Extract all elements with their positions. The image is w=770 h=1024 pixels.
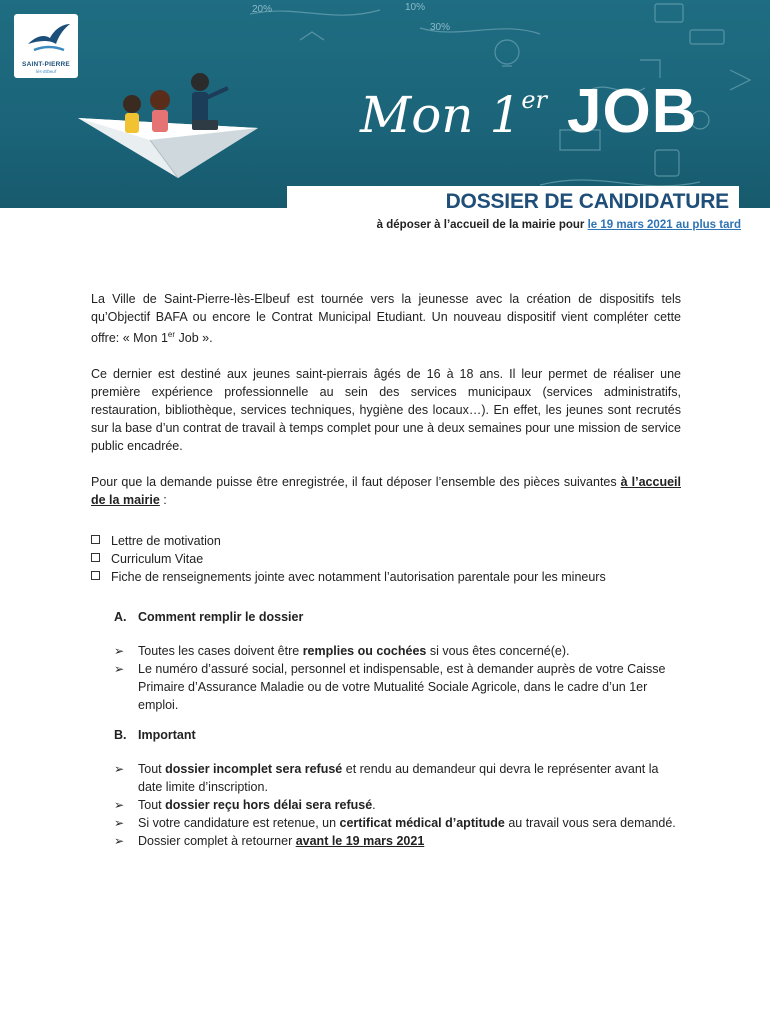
arrow-bullet-icon: ➢ [114, 834, 125, 849]
list-emphasis: dossier reçu hors délai sera refusé [165, 798, 373, 813]
list-item [114, 642, 681, 660]
arrow-bullet-icon: ➢ [114, 662, 125, 677]
intro-p3-emphasis: à l’accueil de la mairie [91, 475, 681, 508]
list-emphasis: certificat médical d’aptitude [339, 816, 505, 831]
intro-paragraph-2: Ce dernier est destiné aux jeunes saint-pierrais âgés de 16 à 18 ans. Il leur permet de réaliser une première expérience professionnelle au sein des services municipaux (services administratifs, restauration, bibliothèque, services techniques, hygiène des locaux…). En effet, les jeunes sont recrutés sur la base d’un contrat de travail à temps complet pour une à deux semaines pour une mission de service public encadrée. [91, 367, 681, 454]
section-b-heading [114, 726, 681, 744]
deadline-link[interactable]: le 19 mars 2021 au plus tard [587, 219, 741, 231]
intro-p3-text: Pour que la demande puisse être enregistrée, il faut déposer l’ensemble des pièces suivantes [91, 475, 621, 490]
section-b-title: Important [138, 728, 196, 743]
doodle-pct-a: 20% [252, 4, 273, 15]
list-emphasis: remplies ou cochées [302, 644, 427, 659]
doodle-pct-c: 30% [430, 22, 451, 33]
section-b-letter: B. [114, 728, 127, 743]
intro-p1-sup: er [167, 330, 176, 339]
list-text: Tout [138, 762, 166, 777]
list-text: Toutes les cases doivent être [138, 644, 303, 659]
list-item [91, 568, 681, 586]
subtitle-prefix: à déposer à l’accueil de la mairie pour [376, 219, 588, 231]
headline-job: JOB [567, 77, 698, 146]
list-text: . [372, 798, 376, 813]
list-item-label: Curriculum Vitae [111, 552, 204, 567]
list-text: au travail vous sera demandé. [504, 816, 676, 831]
section-a-list [114, 642, 681, 714]
list-item-label: Fiche de renseignements jointe avec notamment l’autorisation parentale pour les mineurs [111, 570, 606, 585]
logo-name: SAINT-PIERRE [22, 61, 70, 68]
intro-paragraph-1 [91, 290, 681, 347]
list-item-label: Lettre de motivation [111, 534, 221, 549]
arrow-bullet-icon: ➢ [114, 644, 125, 659]
logo-sub: lès-Elbeuf [35, 69, 56, 74]
headline-sup: er [521, 86, 548, 114]
section-a-title: Comment remplir le dossier [138, 610, 304, 625]
arrow-bullet-icon: ➢ [114, 798, 125, 813]
arrow-bullet-icon: ➢ [114, 762, 125, 777]
list-item [114, 760, 681, 796]
list-text: Tout [138, 798, 166, 813]
page-title: DOSSIER DE CANDIDATURE [445, 190, 729, 213]
program-headline [360, 76, 698, 147]
list-item [91, 550, 681, 568]
section-a-letter: A. [114, 610, 127, 625]
intro-p1-end: Job ». [175, 331, 213, 346]
list-item [91, 532, 681, 550]
intro-p1-text: La Ville de Saint-Pierre-lès-Elbeuf est tournée vers la jeunesse avec la création de dispositifs tels qu’Objectif BAFA ou encore le Contrat Municipal Etudiant. Un nouveau dispositif vient compléter cette offre: « Mon 1 [91, 292, 681, 346]
list-emphasis: avant le 19 mars 2021 [295, 834, 425, 849]
doodle-pct-b: 10% [405, 2, 426, 13]
checkbox-icon[interactable] [91, 553, 100, 562]
headline-one: 1 [489, 86, 522, 144]
section-b-list [114, 760, 681, 850]
list-item [114, 660, 681, 714]
checkbox-icon[interactable] [91, 571, 100, 580]
page-subtitle [377, 219, 741, 231]
intro-p3-end: : [159, 493, 167, 508]
list-text: Si votre candidature est retenue, un [138, 816, 340, 831]
title-card [287, 186, 739, 246]
list-item [114, 814, 681, 832]
header-banner [0, 0, 770, 208]
list-item [114, 832, 681, 850]
seagull-icon [14, 14, 78, 60]
arrow-bullet-icon: ➢ [114, 816, 125, 831]
required-documents-list [91, 532, 681, 586]
section-a-heading [114, 608, 681, 626]
list-item [114, 796, 681, 814]
checkbox-icon[interactable] [91, 535, 100, 544]
list-emphasis: dossier incomplet sera refusé [165, 762, 343, 777]
list-text: Dossier complet à retourner [138, 834, 296, 849]
list-text: et rendu au demandeur qui devra le représenter avant la date limite d’inscription. [138, 762, 659, 795]
intro-paragraph-3 [91, 473, 681, 509]
headline-mon: Mon [360, 86, 474, 144]
list-text: Le numéro d’assuré social, personnel et indispensable, est à demander auprès de votre Caisse Primaire d’Assurance Maladie ou de votre Mutualité Sociale Agricole, dans le cadre d’un 1er emploi. [138, 662, 666, 713]
city-logo [14, 14, 78, 78]
list-text: si vous êtes concerné(e). [426, 644, 570, 659]
document-body [91, 290, 681, 850]
